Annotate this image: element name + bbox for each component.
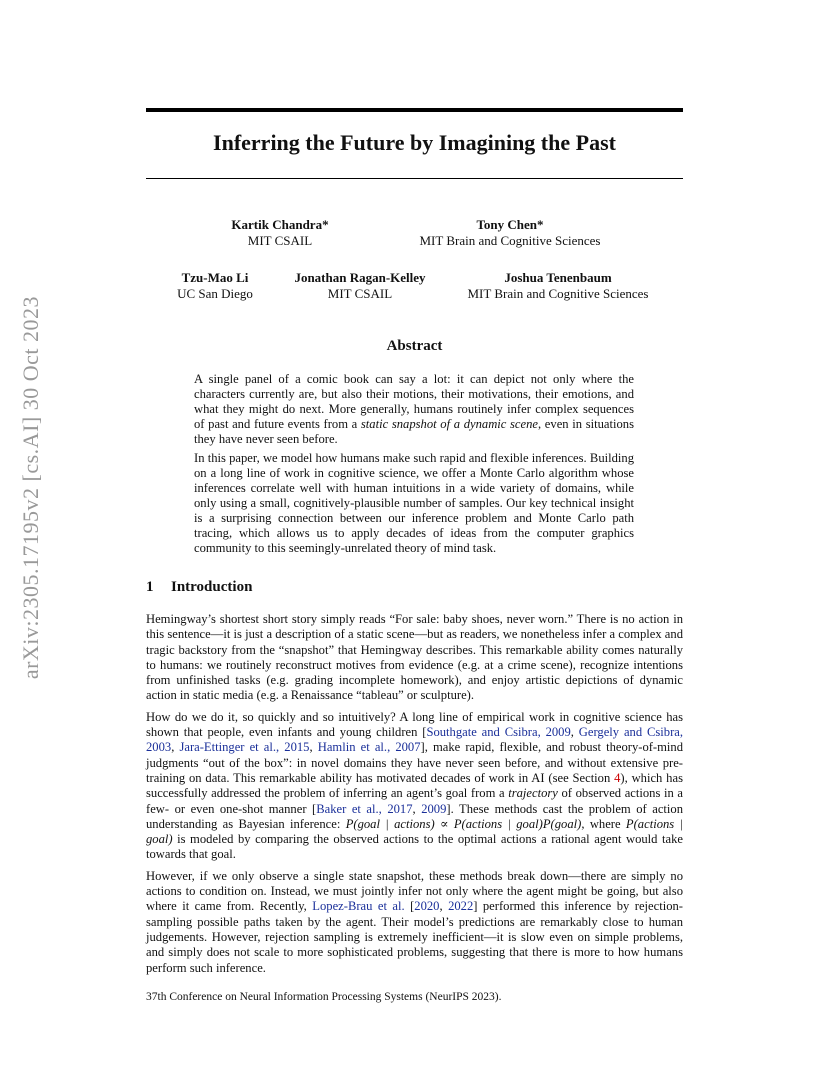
citation-link[interactable]: Gergely and Csibra, 2003 — [146, 725, 684, 755]
section-number: 1 — [146, 579, 154, 595]
section-heading — [146, 579, 252, 596]
math-expression: P(goal | actions) ∝ P(actions | goal)P(goal) — [345, 816, 582, 831]
citation-link[interactable]: 2009 — [421, 801, 447, 816]
title-rule-top — [146, 108, 683, 112]
body-paragraph: Hemingway’s shortest short story simply reads “For sale: baby shoes, never worn.” There is no action in this sentence—it is just a description of a static scene—but as readers, we nonetheless infer a complex and tragic backstory from the “snapshot” that Hemingway describes. This remarkable ability comes naturally to humans: we routinely reconstruct motives from evidence (e.g. at a crime scene), recognize intentions from unfinished tasks (e.g. grading incomplete homework), and enjoy artistic depictions of dynamic action in static media (e.g. a Renaissance “tableau” or sculpture). — [146, 612, 683, 703]
citation-link[interactable]: Hamlin et al., 2007 — [317, 740, 421, 755]
math-expression: P(actions | goal) — [146, 816, 683, 847]
author-name: Tzu-Mao Li — [181, 270, 249, 285]
conference-footnote: 37th Conference on Neural Information Processing Systems (NeurIPS 2023). — [146, 991, 502, 1003]
body-paragraph: How do we do it, so quickly and so intuitively? A long line of empirical work in cognitive science has shown that people, even infants and young children [Southgate and Csibra, 2009, Gergely and Csibra, 2003, Jara-Ettinger et al., 2015, Hamlin et al., 2007], make rapid, flexible, and robust theory-of-mind judgments “out of the box”: in novel domains they have never seen before, and without extensive pre-training on data. This remarkable ability has motivated decades of work in AI (see Section 4), which has successfully addressed the problem of inferring an agent’s goal from a trajectory of observed actions in a few- or even one-shot manner [Baker et al., 2017, 2009]. These methods cast the problem of action understanding as Bayesian inference: P(goal | actions) ∝ P(actions | goal)P(goal), where P(actions | goal) is modeled by comparing the observed actions to the optimal actions a rational agent would take towards that goal. — [146, 709, 684, 862]
citation-link[interactable]: 2020 — [414, 899, 440, 914]
author-affiliation: UC San Diego — [177, 286, 253, 301]
citation-link[interactable]: Southgate and Csibra, 2009 — [426, 725, 571, 740]
section-reference-link[interactable]: 4 — [614, 770, 621, 785]
abstract-body — [194, 372, 634, 560]
author-name: Tony Chen* — [476, 217, 544, 232]
body-paragraph: However, if we only observe a single state snapshot, these methods break down—there are simply no actions to condition on. Instead, we must jointly infer not only where the agent might be going, but also where it came from. Recently, Lopez-Brau et al. [2020, 2022] performed this inference by rejection-sampling possible paths taken by the agent. Their model’s predictions are remarkably close to human judgements. However, rejection sampling is extremely inefficient—it is slow even on simple problems, and simply does not scale to more sophisticated problems, suggesting that there is more to how humans perform such inference. — [146, 868, 683, 975]
abstract-paragraph: A single panel of a comic book can say a lot: it can depict not only where the characters currently are, but also their motions, their motivations, their emotions, and what they might do next. More generally, humans routinely infer complex sequences of past and future events from a static snapshot of a dynamic scene, even in situations they have never seen before. — [194, 372, 634, 446]
citation-link[interactable]: Jara-Ettinger et al., 2015 — [179, 740, 310, 755]
author-name: Jonathan Ragan-Kelley — [294, 270, 426, 285]
introduction-body — [146, 612, 683, 982]
citation-link[interactable]: 2022 — [448, 899, 474, 914]
author-block — [160, 270, 270, 302]
author-affiliation: MIT Brain and Cognitive Sciences — [419, 233, 601, 248]
author-block — [200, 217, 360, 249]
abstract-paragraph: In this paper, we model how humans make such rapid and flexible inferences. Building on a long line of work in cognitive science, we offer a Monte Carlo algorithm whose inferences correlate well with human intuitions in a wide variety of domains, while only using a small, cognitively-plausible number of samples. Our key technical insight is a surprising connection between our inference problem and Monte Carlo path tracing, which allows us to apply decades of ideas from the computer graphics community to this seemingly-unrelated theory of mind task. — [194, 451, 634, 555]
author-affiliation: MIT CSAIL — [247, 233, 313, 248]
author-block — [280, 270, 440, 302]
author-block — [448, 270, 668, 302]
citation-link[interactable]: Lopez-Brau et al. — [312, 899, 405, 914]
paper-title: Inferring the Future by Imagining the Past — [213, 130, 616, 155]
author-affiliation: MIT CSAIL — [327, 286, 393, 301]
author-block — [400, 217, 620, 249]
abstract-heading: Abstract — [386, 338, 443, 354]
author-name: Kartik Chandra* — [231, 217, 329, 232]
author-affiliation: MIT Brain and Cognitive Sciences — [467, 286, 649, 301]
section-title: Introduction — [171, 579, 253, 595]
author-name: Joshua Tenenbaum — [504, 270, 612, 285]
citation-link[interactable]: Baker et al., 2017 — [316, 801, 413, 816]
arxiv-stamp: arXiv:2305.17195v2 [cs.AI] 30 Oct 2023 — [18, 296, 43, 680]
title-rule-bottom — [146, 178, 683, 179]
